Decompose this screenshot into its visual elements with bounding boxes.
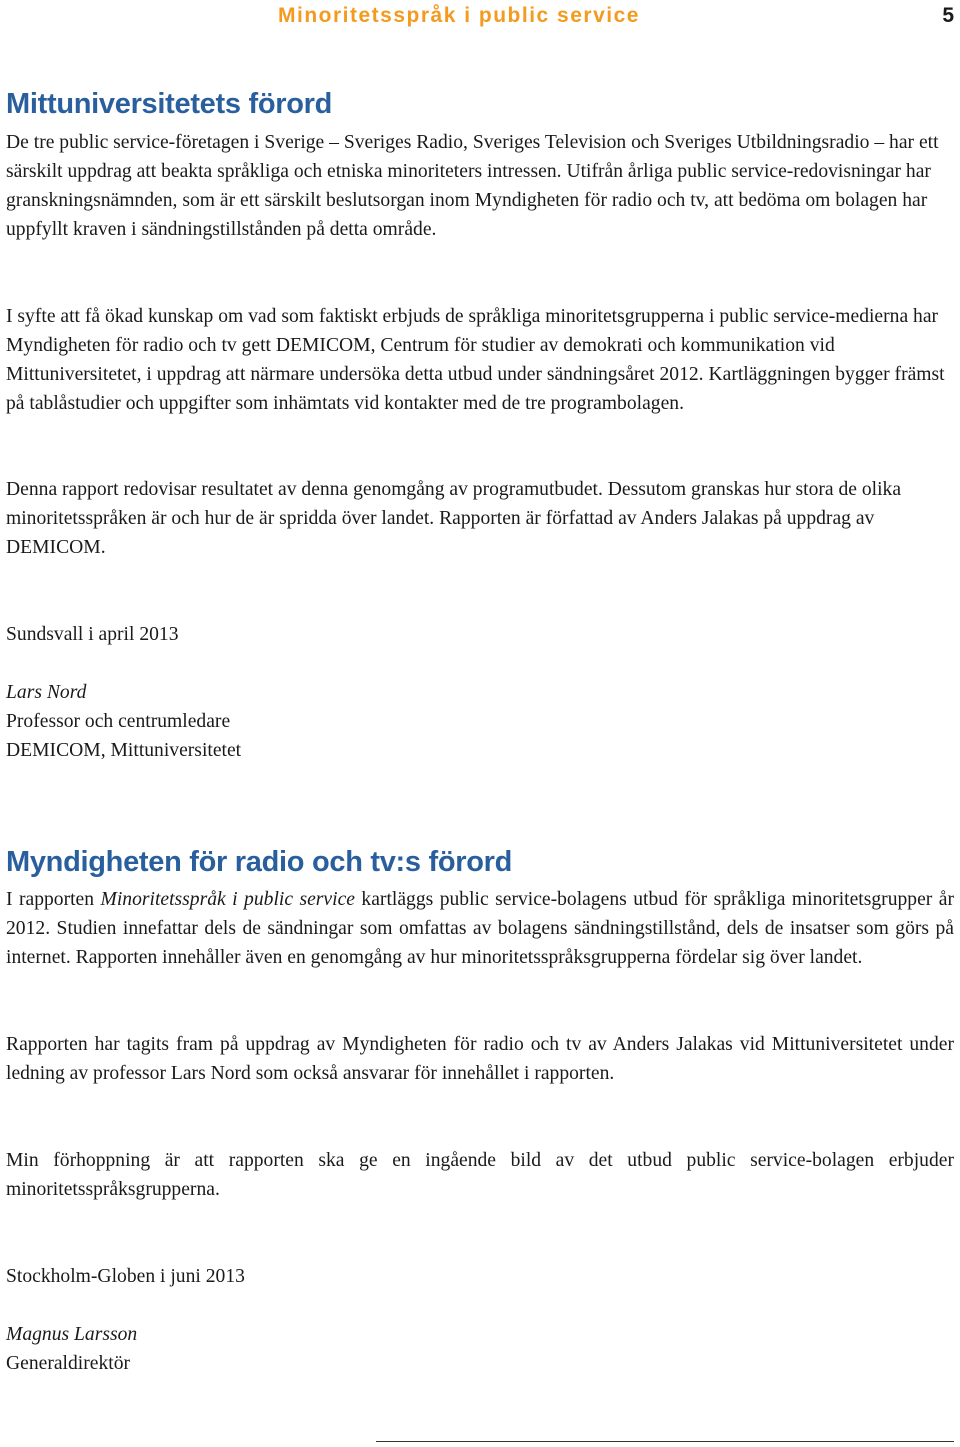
running-header-title: Minoritetsspråk i public service xyxy=(278,4,640,27)
text-run: I rapporten xyxy=(6,889,101,910)
report-title-italic: Minoritetsspråk i public service xyxy=(100,889,355,910)
paragraph-purpose: I syfte att få ökad kunskap om vad som faktiskt erbjuds de språkliga minoritetsgrupperna i public service-medierna har Myndigheten för radio och tv gett DEMICOM, Centrum för studier av demokrati och kommunikation vid Mittuniversitetet, i uppdrag att närmare undersöka detta utbud under sändningsåret 2012. Kartläggningen bygger främst på tablåstudier och uppgifter som inhämtats vid kontakter med de tre programbolagen. xyxy=(6,306,945,414)
signer-name-magnus-larsson: Magnus Larsson xyxy=(6,1324,138,1345)
paragraph-hope: Min förhoppning är att rapporten ska ge en ingående bild av det utbud public service-bolagen erbjuder minoritetsspråksgrupperna. xyxy=(6,1150,954,1200)
signer-title-generaldirektor: Generaldirektör xyxy=(6,1353,131,1374)
signer-organization: DEMICOM, Mittuniversitetet xyxy=(6,740,242,761)
place-date-stockholm: Stockholm-Globen i juni 2013 xyxy=(6,1266,245,1287)
paragraph-intro: De tre public service-företagen i Sverige – Sveriges Radio, Sveriges Television och Sveriges Utbildningsradio – har ett särskilt uppdrag att beakta språkliga och etniska minoriteters intressen. Utifrån årliga public service-redovisningar har granskningsnämnden, som är ett särskilt beslutsorgan inom Myndigheten för radio och tv, att bedöma om bolagen har uppfyllt kraven i sändningstillstånden på detta område. xyxy=(6,132,939,240)
footer-rule xyxy=(376,1441,954,1442)
paragraph-commission: Rapporten har tagits fram på uppdrag av Myndigheten för radio och tv av Anders Jalakas vid Mittuniversitetet under ledning av professor Lars Nord som också ansvarar för innehållet i rapporten. xyxy=(6,1034,954,1084)
place-date-sundsvall: Sundsvall i april 2013 xyxy=(6,624,179,645)
paragraph-myndigheten-intro xyxy=(6,885,954,972)
paragraph-report: Denna rapport redovisar resultatet av denna genomgång av programutbudet. Dessutom granskas hur stora de olika minoritetsspråken är och hur de är spridda över landet. Rapporten är författad av Anders Jalakas på uppdrag av DEMICOM. xyxy=(6,479,902,558)
page-number: 5 xyxy=(942,4,954,27)
section-heading-mittuniversitetet: Mittuniversitetets förord xyxy=(6,88,333,120)
text-run: kartläggs public service-bolagens utbud för språkliga minoritetsgrupper år 2012. Studien innefattar dels de sändningar som omfattas av bolagens sändningstillstånd, dels de insatser som görs på internet. Rapporten innehåller även en genomgång av hur minoritetsspråksgrupperna fördelar sig över landet. xyxy=(6,889,954,968)
section-heading-myndigheten: Myndigheten för radio och tv:s förord xyxy=(6,846,513,878)
signer-title: Professor och centrumledare xyxy=(6,711,231,732)
signer-name-lars-nord: Lars Nord xyxy=(6,682,87,703)
